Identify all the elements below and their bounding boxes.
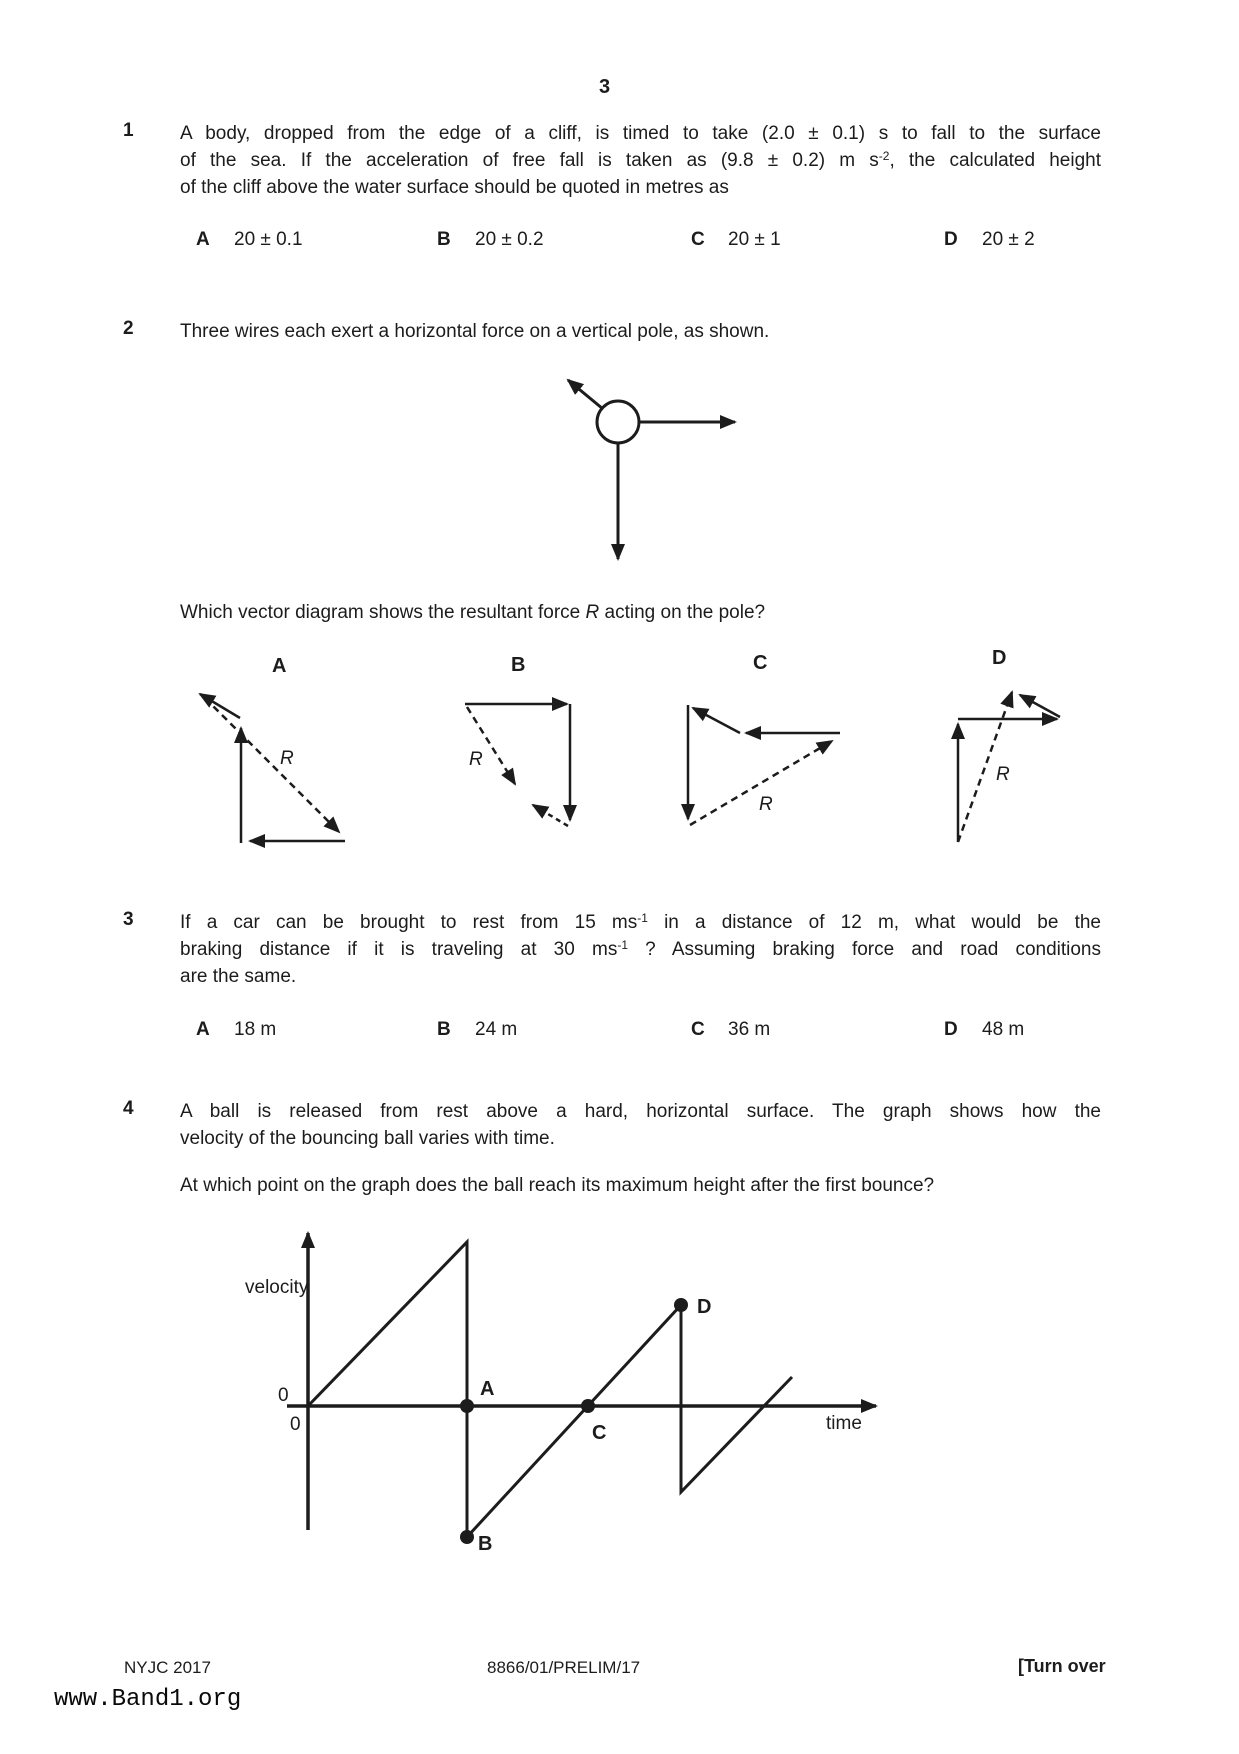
q1-option-b-value: 20 ± 0.2 (475, 229, 544, 250)
point-a-label: A (480, 1378, 495, 1400)
q3-option-d-value: 48 m (982, 1019, 1025, 1040)
q4-question: At which point on the graph does the ball reach its maximum height after the first bounce? (180, 1175, 935, 1196)
q3-option-c-value: 36 m (728, 1019, 771, 1040)
vector-diagrams (180, 648, 1105, 863)
diagram-c-label: C (753, 652, 768, 674)
footer-website: www.Band1.org (54, 1686, 242, 1713)
velocity-time-graph (240, 1225, 920, 1575)
q3-option-d-letter: D (944, 1019, 958, 1040)
c-resultant-label: R (759, 794, 773, 815)
q3-option-a-value: 18 m (234, 1019, 277, 1040)
diagram-d-label: D (992, 648, 1007, 669)
q3-superscript-2: -1 (617, 938, 628, 952)
q1-superscript: -2 (878, 149, 890, 163)
q3-option-a-letter: A (196, 1019, 210, 1040)
q1-text (180, 120, 1101, 201)
d-northwest-arrow (1020, 695, 1060, 717)
q1-option-d-letter: D (944, 229, 958, 250)
y-axis-label: velocity (245, 1277, 309, 1298)
q1-option-c-letter: C (691, 229, 705, 250)
q1-line2: of the sea. If the acceleration of free fall is taken as (9.8 ± 0.2) m $s^{-2}$, the calculated height (180, 149, 1101, 171)
diagram-a-label: A (272, 655, 287, 677)
x-axis-label: time (826, 1413, 862, 1434)
pole-forces-diagram (530, 340, 770, 585)
point-c-label: C (592, 1422, 607, 1444)
q1-option-d-value: 20 ± 2 (982, 229, 1035, 250)
q3-options (180, 1019, 1120, 1046)
q1-option-b-letter: B (437, 229, 451, 250)
q1-line1: A body, dropped from the edge of a cliff, is timed to take (2.0 ± 0.1) s to fall to the surface (180, 123, 1101, 144)
point-d-dot (674, 1298, 688, 1312)
pole-circle (597, 401, 639, 443)
footer-turn-over: [Turn over (1018, 1656, 1106, 1676)
q4-number: 4 (123, 1098, 134, 1119)
q3-line2: braking distance if it is traveling at 30 $ms^{-1}$ ? Assuming braking force and road conditions (180, 938, 1101, 960)
q2-number: 2 (123, 318, 134, 339)
footer-school-year: NYJC 2017 (124, 1658, 211, 1677)
q3-line3: are the same. (180, 966, 297, 987)
q4-line1: A ball is released from rest above a hard, horizontal surface. The graph shows how the (180, 1101, 1101, 1122)
diagram-c (688, 705, 840, 825)
origin-zero-x: 0 (290, 1414, 301, 1435)
q2-question: Which vector diagram shows the resultant force R acting on the pole? (180, 602, 766, 623)
q1-number: 1 (123, 120, 134, 141)
d-resultant-label: R (996, 764, 1010, 785)
b-resultant-dashed-arrow (467, 707, 515, 784)
q2-statement: Three wires each exert a horizontal force on a vertical pole, as shown. (180, 321, 770, 342)
q1-line3: of the cliff above the water surface should be quoted in metres as (180, 177, 729, 198)
diagram-b (465, 704, 570, 826)
page-number: 3 (599, 76, 611, 98)
q1-option-a-value: 20 ± 0.1 (234, 229, 303, 250)
a-resultant-dashed-arrow (205, 698, 339, 832)
point-c-dot (581, 1399, 595, 1413)
b-northwest-arrow (533, 805, 568, 826)
point-d-label: D (697, 1296, 712, 1318)
q3-line1: If a car can be brought to rest from 15 $ms^{-1}$ in a distance of 12 m, what would be the (180, 911, 1101, 933)
diagram-b-label: B (511, 654, 526, 676)
footer-paper-code: 8866/01/PRELIM/17 (487, 1658, 641, 1677)
q4-text (180, 1098, 1101, 1152)
point-b-label: B (478, 1533, 493, 1555)
origin-zero-y: 0 (278, 1385, 289, 1406)
b-resultant-label: R (469, 749, 483, 770)
q3-option-b-value: 24 m (475, 1019, 518, 1040)
c-northwest-arrow (693, 708, 740, 733)
q3-option-b-letter: B (437, 1019, 451, 1040)
diagram-a (200, 694, 345, 843)
point-a-dot (460, 1399, 474, 1413)
q3-text (180, 909, 1101, 990)
q3-number: 3 (123, 909, 134, 930)
q3-superscript-1: -1 (637, 911, 648, 925)
diagram-d (958, 692, 1060, 842)
q1-option-c-value: 20 ± 1 (728, 229, 781, 250)
q4-line2: velocity of the bouncing ball varies with time. (180, 1128, 555, 1149)
point-b-dot (460, 1530, 474, 1544)
pole-force-northwest-arrow (568, 380, 603, 409)
q1-options (180, 229, 1120, 256)
resultant-R-italic: R (585, 602, 600, 623)
q3-option-c-letter: C (691, 1019, 705, 1040)
a-resultant-label: R (280, 748, 294, 769)
q1-option-a-letter: A (196, 229, 210, 250)
curve-segment-2 (467, 1305, 792, 1537)
curve-segment-1 (308, 1242, 467, 1537)
